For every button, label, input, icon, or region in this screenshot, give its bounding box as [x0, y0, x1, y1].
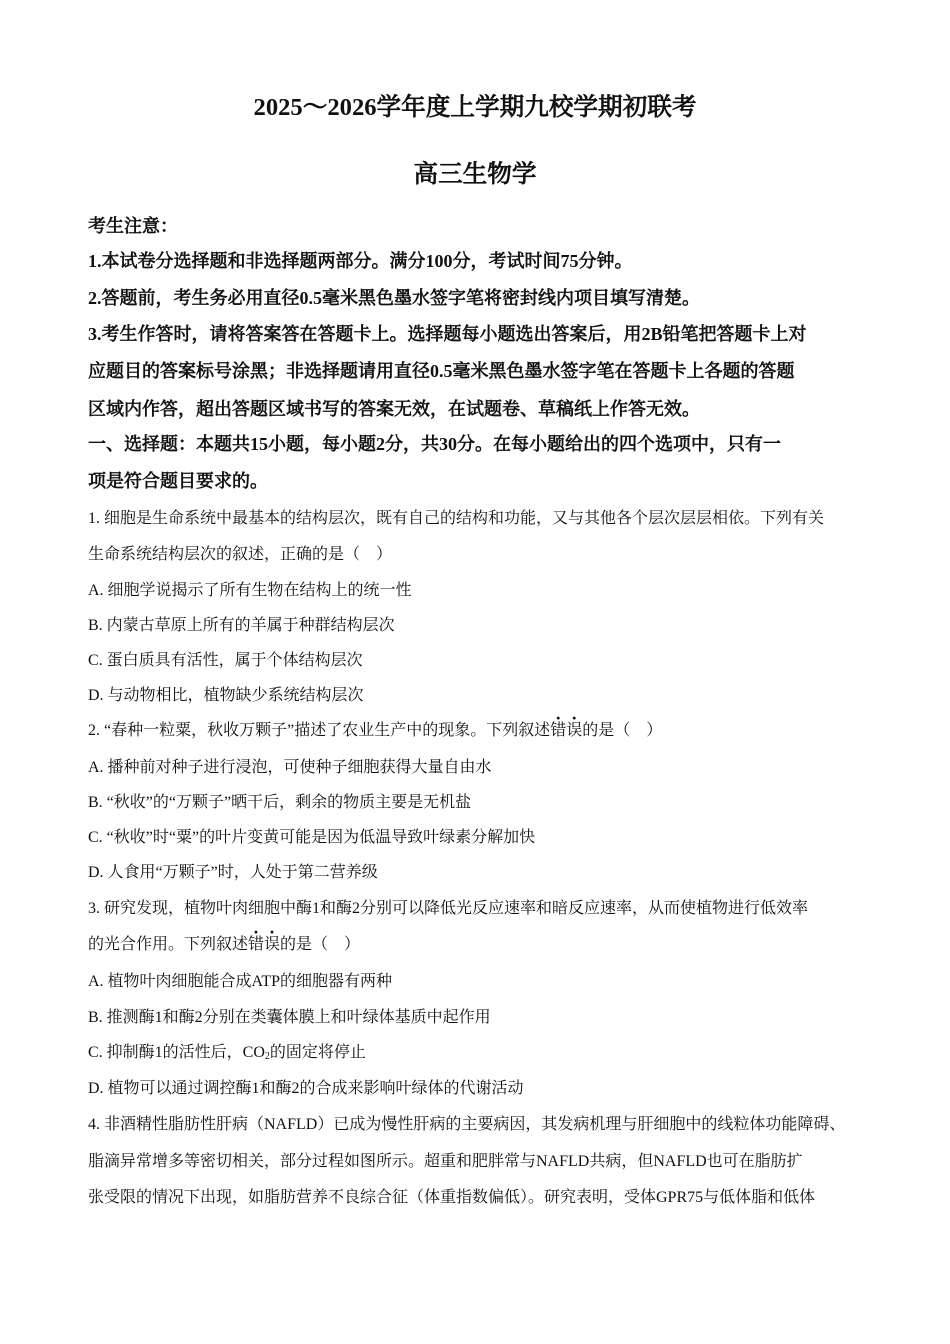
q1-option-b: B. 内蒙古草原上所有的羊属于种群结构层次 — [88, 617, 395, 634]
q2-stem — [88, 717, 662, 740]
q4-stem-line-2: 脂滴异常增多等密切相关，部分过程如图所示。超重和肥胖常与NAFLD共病，但NAFLD也可在脂肪扩 — [88, 1153, 803, 1170]
q3-stem-line-2 — [88, 931, 360, 954]
q1-option-a: A. 细胞学说揭示了所有生物在结构上的统一性 — [88, 582, 412, 599]
q3-option-b: B. 推测酶1和酶2分别在类囊体膜上和叶绿体基质中起作用 — [88, 1009, 491, 1026]
notice-heading: 考生注意： — [88, 216, 178, 236]
q1-option-c: C. 蛋白质具有活性，属于个体结构层次 — [88, 652, 363, 669]
q2-stem-pre: 2. “春种一粒粟，秋收万颗子”描述了农业生产中的现象。下列叙述 — [88, 722, 551, 739]
notice-item-1: 1.本试卷分选择题和非选择题两部分。满分100分，考试时间75分钟。 — [88, 251, 633, 271]
q3-option-c — [88, 1039, 366, 1062]
q4-stem-line-3: 张受限的情况下出现，如脂肪营养不良综合征（体重指数偏低）。研究表明，受体GPR75与低体脂和低体 — [88, 1189, 816, 1206]
q2-option-c: C. “秋收”时“粟”的叶片变黄可能是因为低温导致叶绿素分解加快 — [88, 829, 536, 846]
exam-title: 2025～2026学年度上学期九校学期初联考 — [253, 94, 697, 121]
q3-option-c-pre: C. 抑制酶1的活性后，CO — [88, 1044, 265, 1061]
notice-item-3-line-2: 应题目的答案标号涂黑；非选择题请用直径0.5毫米黑色墨水签字笔在答题卡上各题的答题 — [88, 361, 795, 381]
emphasis-char: 误 — [264, 936, 281, 953]
q2-option-b: B. “秋收”的“万颗子”晒干后，剩余的物质主要是无机盐 — [88, 794, 472, 811]
q3-option-d: D. 植物可以通过调控酶1和酶2的合成来影响叶绿体的代谢活动 — [88, 1080, 524, 1097]
q1-stem-line-1: 1. 细胞是生命系统中最基本的结构层次，既有自己的结构和功能，又与其他各个层次层层相依。下列有关 — [88, 510, 825, 527]
notice-item-3-line-3: 区域内作答，超出答题区域书写的答案无效，在试题卷、草稿纸上作答无效。 — [88, 399, 700, 419]
emphasis-char: 误 — [566, 722, 583, 739]
q3-option-a: A. 植物叶肉细胞能合成ATP的细胞器有两种 — [88, 973, 393, 990]
emphasis-char: 错 — [550, 722, 567, 739]
subject-title: 高三生物学 — [413, 161, 537, 188]
notice-item-2: 2.答题前，考生务必用直径0.5毫米黑色墨水签字笔将密封线内项目填写清楚。 — [88, 288, 700, 308]
q3-option-c-post: 的固定将停止 — [269, 1044, 366, 1061]
section-heading-line-1: 一、选择题：本题共15小题，每小题2分，共30分。在每小题给出的四个选项中，只有一 — [88, 434, 781, 454]
emphasis-char: 错 — [248, 936, 265, 953]
q2-stem-post: 的是（ ） — [582, 722, 663, 739]
q1-option-d: D. 与动物相比，植物缺少系统结构层次 — [88, 687, 364, 704]
q2-option-a: A. 播种前对种子进行浸泡，可使种子细胞获得大量自由水 — [88, 759, 492, 776]
q3-stem-pre: 的光合作用。下列叙述 — [88, 936, 249, 953]
q3-stem-post: 的是（ ） — [280, 936, 361, 953]
notice-item-3-line-1: 3.考生作答时，请将答案答在答题卡上。选择题每小题选出答案后，用2B铅笔把答题卡上对 — [88, 324, 807, 344]
subscript: 2 — [264, 1051, 270, 1062]
q3-stem-line-1: 3. 研究发现，植物叶肉细胞中酶1和酶2分别可以降低光反应速率和暗反应速率，从而使植物进行低效率 — [88, 900, 809, 917]
q4-stem-line-1: 4. 非酒精性脂肪性肝病（NAFLD）已成为慢性肝病的主要病因，其发病机理与肝细胞中的线粒体功能障碍、 — [88, 1116, 846, 1133]
q2-option-d: D. 人食用“万颗子”时，人处于第二营养级 — [88, 864, 378, 881]
section-heading-line-2: 项是符合题目要求的。 — [88, 471, 268, 491]
q1-stem-line-2: 生命系统结构层次的叙述，正确的是（ ） — [88, 546, 393, 563]
